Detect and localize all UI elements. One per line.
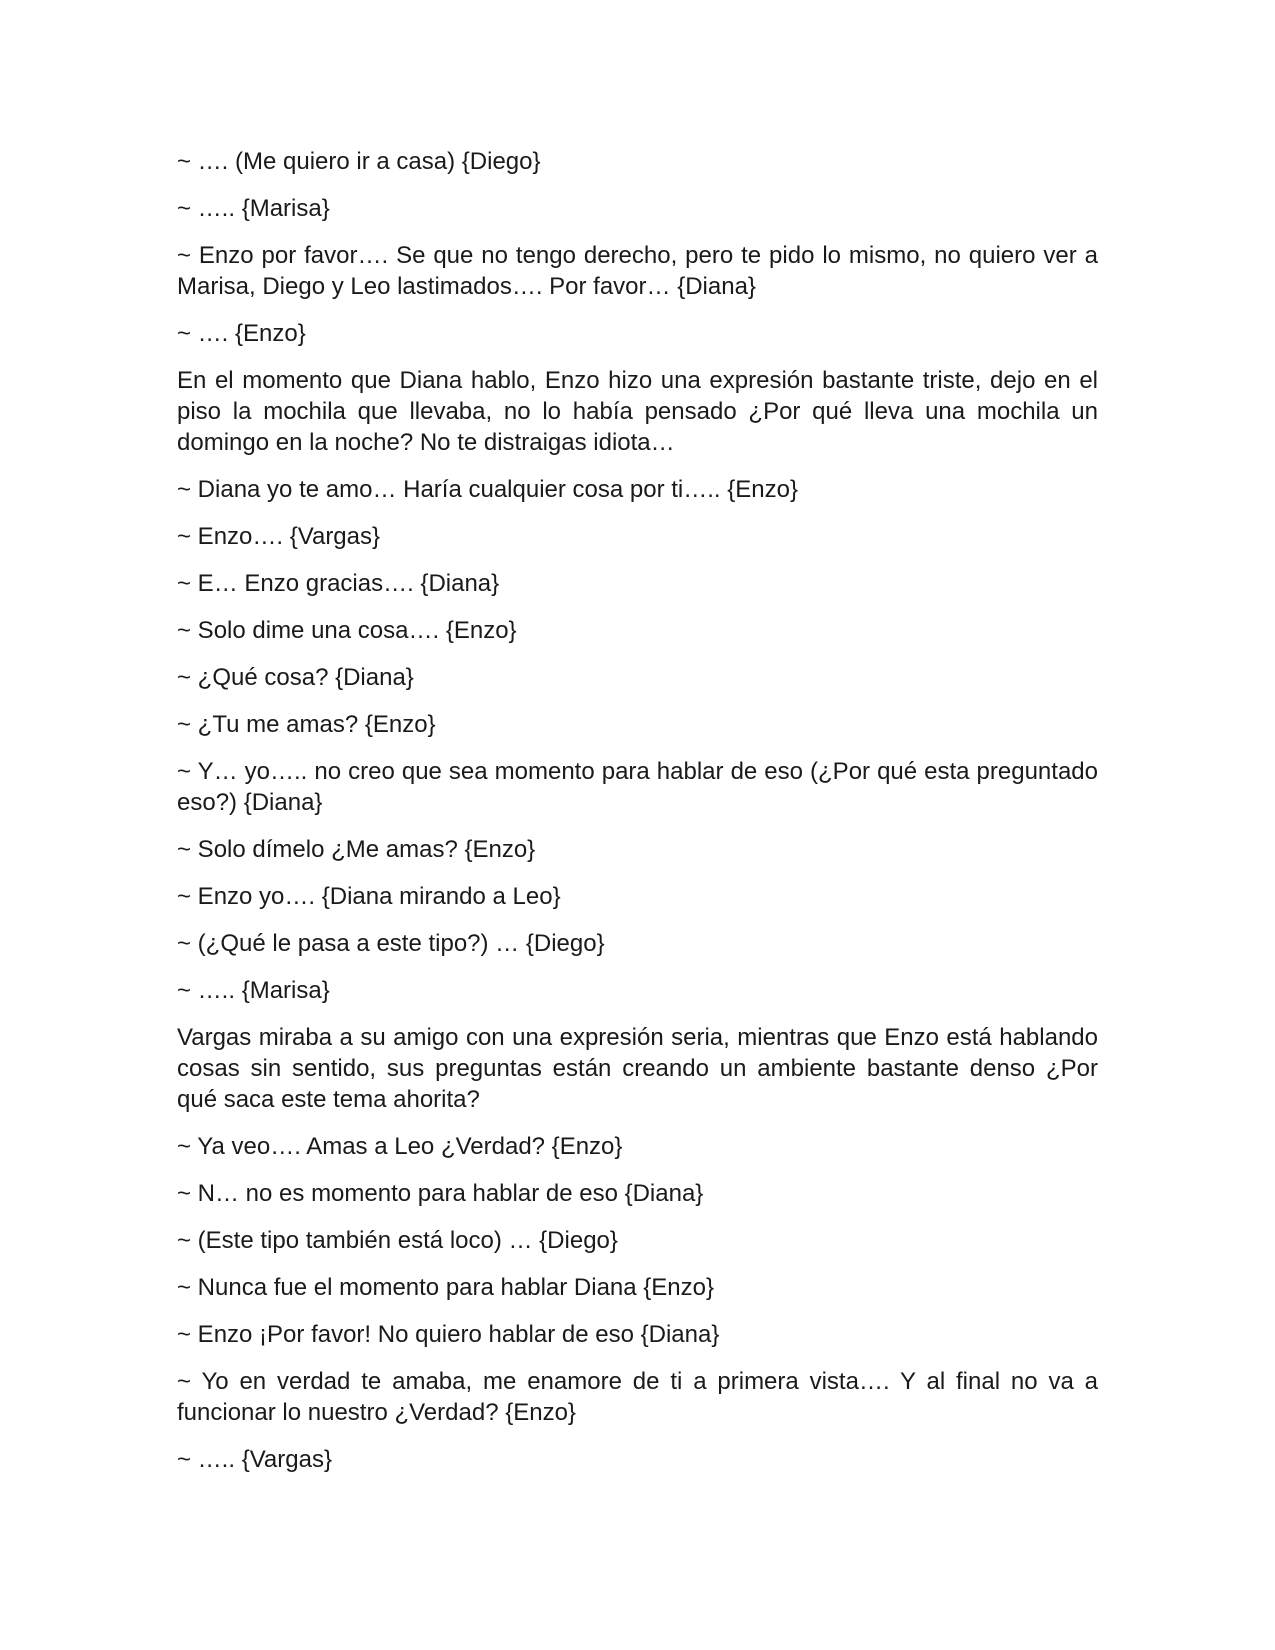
dialogue-line: ~ Diana yo te amo… Haría cualquier cosa por ti….. {Enzo} (177, 476, 798, 503)
document-page (177, 146, 1098, 1491)
dialogue-line: ~ E… Enzo gracias…. {Diana} (177, 570, 500, 597)
dialogue-line: ~ Enzo por favor…. Se que no tengo derecho, pero te pido lo mismo, no quiero ver a Marisa, Diego y Leo lastimados…. Por favor… {Diana} (177, 242, 1098, 300)
narration-paragraph: Vargas miraba a su amigo con una expresión seria, mientras que Enzo está hablando cosas sin sentido, sus preguntas están creando un ambiente bastante denso ¿Por qué saca este tema ahorita? (177, 1024, 1098, 1113)
dialogue-line: ~ Enzo yo…. {Diana mirando a Leo} (177, 883, 561, 910)
dialogue-line: ~ Nunca fue el momento para hablar Diana {Enzo} (177, 1274, 715, 1301)
dialogue-line: ~ ….. {Vargas} (177, 1446, 332, 1473)
dialogue-line: ~ N… no es momento para hablar de eso {Diana} (177, 1180, 704, 1207)
dialogue-line: ~ Y… yo….. no creo que sea momento para hablar de eso (¿Por qué esta preguntado eso?) {Diana} (177, 758, 1098, 816)
dialogue-line: ~ ….. {Marisa} (177, 977, 330, 1004)
dialogue-line: ~ Yo en verdad te amaba, me enamore de ti a primera vista…. Y al final no va a funcionar lo nuestro ¿Verdad? {Enzo} (177, 1368, 1098, 1426)
dialogue-line: ~ Enzo…. {Vargas} (177, 523, 381, 550)
dialogue-line: ~ ¿Qué cosa? {Diana} (177, 664, 414, 691)
dialogue-line: ~ (¿Qué le pasa a este tipo?) … {Diego} (177, 930, 605, 957)
dialogue-line: ~ Solo dime una cosa…. {Enzo} (177, 617, 517, 644)
dialogue-line: ~ …. (Me quiero ir a casa) {Diego} (177, 148, 541, 175)
dialogue-line: ~ ¿Tu me amas? {Enzo} (177, 711, 436, 738)
dialogue-line: ~ …. {Enzo} (177, 320, 306, 347)
dialogue-line: ~ (Este tipo también está loco) … {Diego} (177, 1227, 618, 1254)
dialogue-line: ~ Enzo ¡Por favor! No quiero hablar de eso {Diana} (177, 1321, 720, 1348)
narration-paragraph: En el momento que Diana hablo, Enzo hizo una expresión bastante triste, dejo en el piso la mochila que llevaba, no lo había pensado ¿Por qué lleva una mochila un domingo en la noche? No te distraigas idiota… (177, 367, 1098, 456)
dialogue-line: ~ ….. {Marisa} (177, 195, 330, 222)
dialogue-line: ~ Solo dímelo ¿Me amas? {Enzo} (177, 836, 536, 863)
dialogue-line: ~ Ya veo…. Amas a Leo ¿Verdad? {Enzo} (177, 1133, 623, 1160)
